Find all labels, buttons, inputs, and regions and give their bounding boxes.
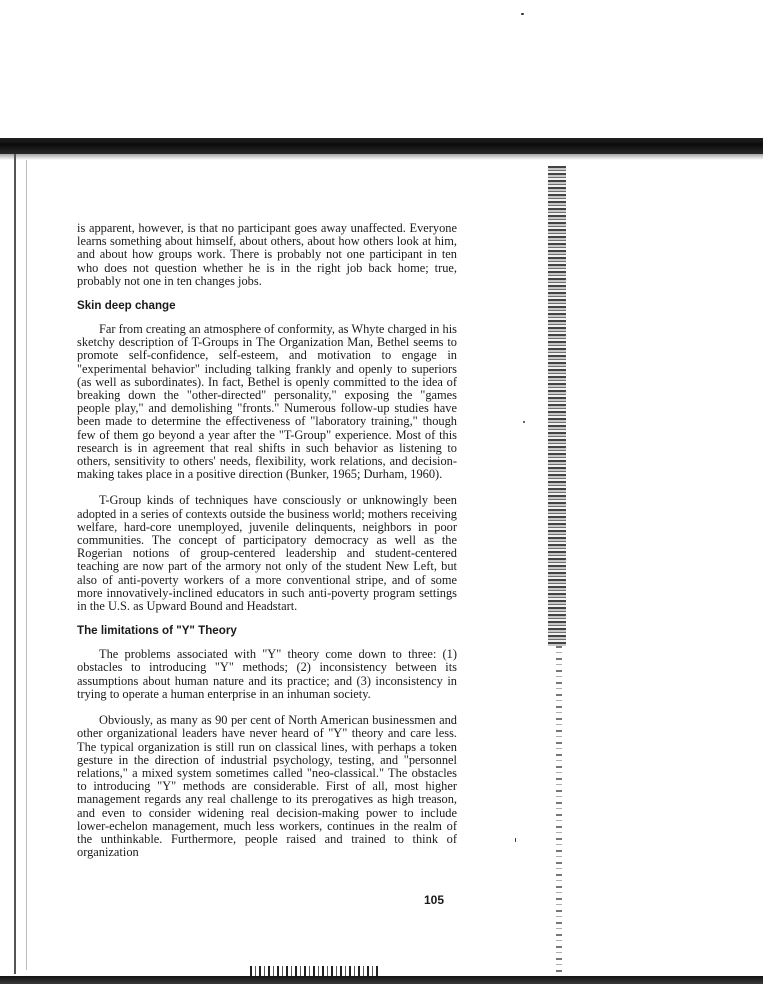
- page-number: 105: [424, 893, 445, 907]
- scan-left-margin-line: [26, 160, 27, 970]
- scan-right-binding-lower: [556, 646, 562, 976]
- body-paragraph: Obviously, as many as 90 per cent of North American businessmen and other organizational leaders have never heard of "Y" theory and care less. The typical organization is still run on classical lines, with perhaps a token gesture in the direction of industrial psychology, testing, and "personnel relations," a mixed system sometimes called "neo-classical." The obstacles to introducing "Y" methods are considerable. First of all, most higher management regards any real challenge to its prerogatives as high treason, and even to consider widening real decision-making power to include lower-echelon management, much less workers, continues in the realm of the unthinkable. Furthermore, people raised and trained to think of organization: [77, 713, 457, 860]
- section-heading: Skin deep change: [77, 299, 176, 313]
- scan-top-edge: [0, 138, 763, 154]
- body-paragraph: The problems associated with "Y" theory come down to three: (1) obstacles to introducing "Y" methods; (2) inconsistency between its assumptions about human nature and its practice; and (3) inconsistency in trying to operate a human enterprise in an inhuman society.: [77, 647, 457, 701]
- scan-speck: [523, 421, 525, 423]
- body-paragraph: T-Group kinds of techniques have consciously or unknowingly been adopted in a series of contexts outside the business world; mothers receiving welfare, hard-core unemployed, juvenile delinquents, neighbors in poor communities. The concept of participatory democracy as well as the Rogerian notions of group-centered leadership and student-centered teaching are now part of the armory not only of the student New Left, but also of anti-poverty workers of a more conventional stripe, and of some more innovatively-inclined educators in such anti-poverty program settings in the U.S. as Upward Bound and Headstart.: [77, 493, 457, 614]
- scan-speck: [515, 838, 516, 842]
- scan-top-shadow: [0, 154, 763, 160]
- scan-bottom-marks: [250, 966, 380, 976]
- text-column: [77, 222, 457, 859]
- body-paragraph: is apparent, however, is that no participant goes away unaffected. Everyone learns something about himself, about others, about how others look at him, and about how groups work. There is probably not one participant in ten who does not question whether he is in the right job back home; true, probably not one in ten changes jobs.: [77, 221, 457, 288]
- scan-speck: [521, 13, 524, 15]
- scan-right-binding: [548, 166, 566, 646]
- body-paragraph: Far from creating an atmosphere of conformity, as Whyte charged in his sketchy description of T-Groups in The Organization Man, Bethel seems to promote self-confidence, self-esteem, and motivation to engage in "experimental behavior" including talking frankly and openly to superiors (as well as subordinates). In fact, Bethel is openly committed to the idea of breaking down the "other-directed" personality," exposing the "games people play," and demolishing "fronts." Numerous follow-up studies have been made to determine the effectiveness of "laboratory training," though few of them go beyond a year after the "T-Group" experience. Most of this research is in agreement that real shifts in such behavior as listening to others, sensitivity to others' needs, flexibility, work relations, and decision-making takes place in a positive direction (Bunker, 1965; Durham, 1960).: [77, 322, 457, 482]
- scan-bottom-edge: [0, 976, 763, 984]
- scan-left-edge: [14, 154, 16, 974]
- section-heading: The limitations of "Y" Theory: [77, 624, 237, 638]
